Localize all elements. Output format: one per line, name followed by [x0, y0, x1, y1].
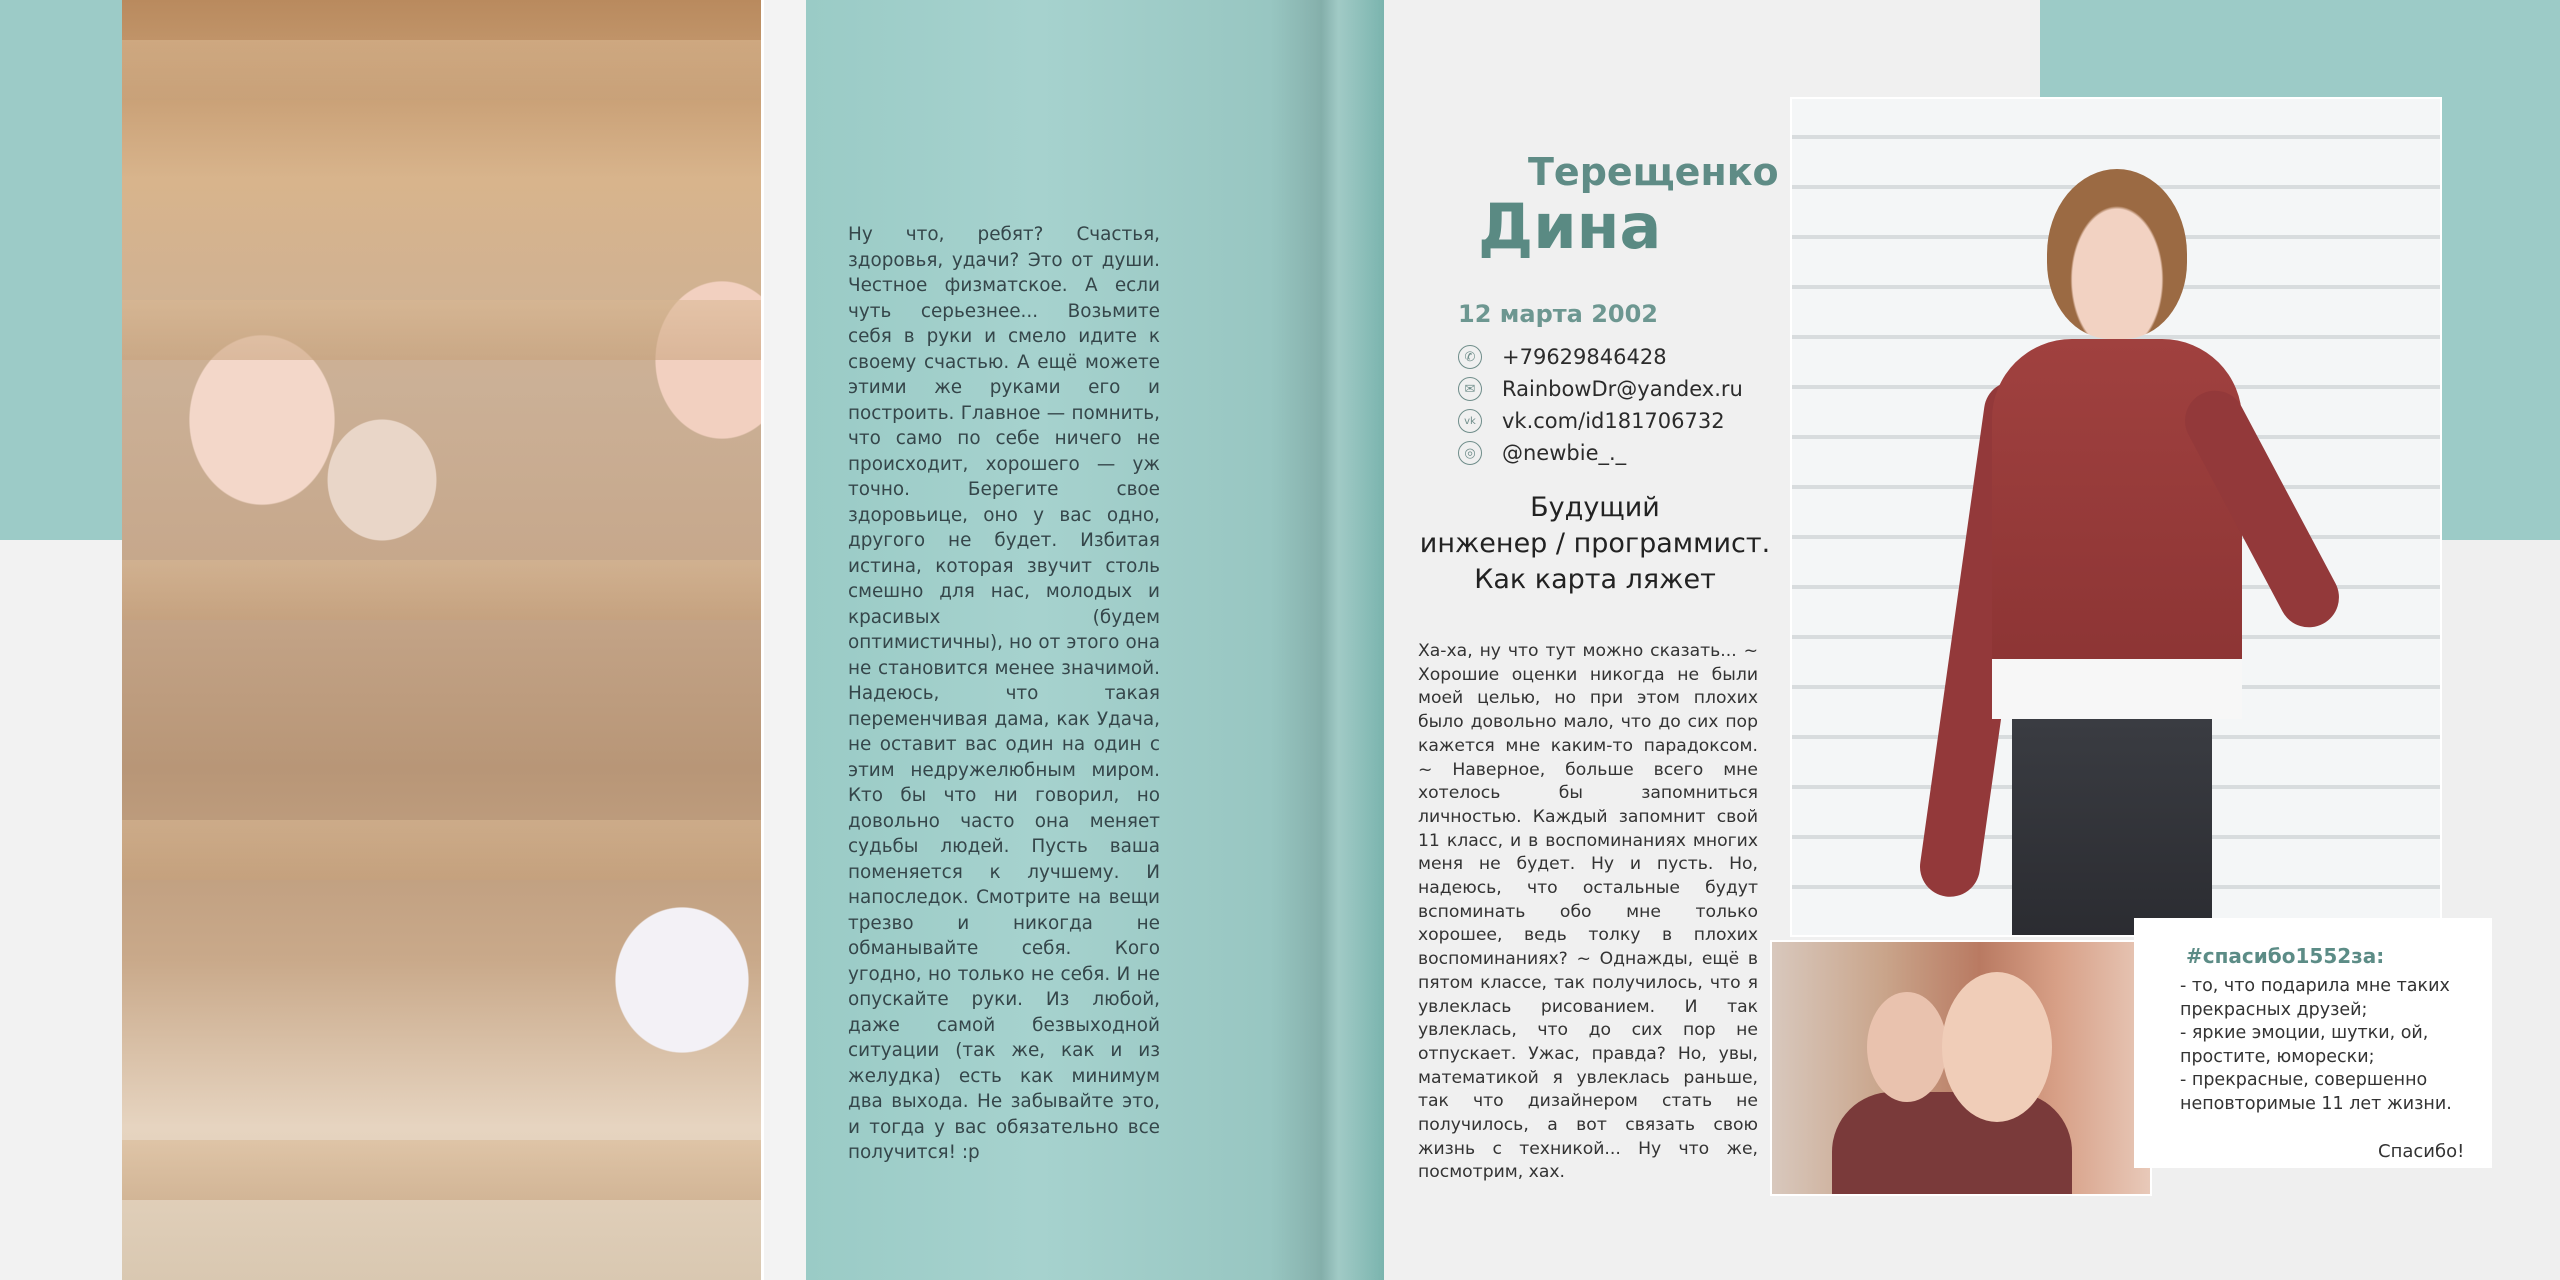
contact-email: [1458, 374, 1743, 404]
contact-value: vk.com/id181706732: [1502, 409, 1725, 433]
left-white-block: [0, 540, 124, 1280]
bio-text: Ха-ха, ну что тут можно сказать... ~ Хорошие оценки никогда не были моей целью, но при этом плохих было довольно мало, что до сих пор кажется мне каким-то парадоксом. ~ Наверное, больше всего мне хотелось бы запомниться личностью. Каждый запомнит свой 11 класс, и в воспоминаниях многих меня не будет. Ну и пусть. Но, надеюсь, что остальные будут вспоминать обо мне только хорошее, ведь толку в плохих воспоминаниях? ~ Однажды, ещё в пятом классе, так получилось, что я увлеклась рисованием. И так увлеклась, что до сих пор не отпускает. Ужас, правда? Но, увы, математикой я увлеклась раньше, так что дизайнером стать не получилось, а вот связать свою жизнь с техникой... Ну что же, посмотрим, хах.: [1418, 641, 1758, 1183]
contact-value: RainbowDr@yandex.ru: [1502, 377, 1743, 401]
portrait-photo: [1790, 97, 2442, 937]
first-name: Дина: [1478, 190, 1662, 263]
future-profession: [1400, 490, 1790, 598]
motto-line: Будущий: [1530, 492, 1660, 523]
motto-line: инженер / программист.: [1419, 528, 1771, 559]
thanks-item: - прекрасные, совершенно неповторимые 11 лет жизни.: [2180, 1070, 2452, 1114]
mail-icon: ✉: [1458, 377, 1482, 401]
contact-phone: [1458, 342, 1667, 372]
birth-date: 12 марта 2002: [1458, 300, 1659, 328]
thanks-item: - то, что подарила мне таких прекрасных друзей;: [2180, 976, 2450, 1020]
wishes-text: Ну что, ребят? Счастья, здоровья, удачи? Это от души. Честное физматское. А если чуть серьезнее... Возьмите себя в руки и смело идите к своему счастью. А ещё можете этими же руками его и построить. Главное — помнить, что само по себе ничего не происходит, хорошего — уж точно. Берегите свое здоровьице, оно у вас одно, другого не будет. Избитая истина, которая звучит столь смешно для нас, молодых и красивых (будем оптимистичны), но от этого она не становится менее значимой. Надеюсь, что такая переменчивая дама, как Удача, не оставит вас один на один с этим недружелюбным миром. Кто бы что ни говорил, но довольно часто она меняет судьбы людей. Пусть ваша поменяется к лучшему. И напоследок. Смотрите на вещи трезво и никогда не обманывайте себя. Кого угодно, но только не себя. И не опускайте руки. Из любой, даже самой безвыходной ситуации (так же, как и из желудка) есть как минимум два выхода. Не забывайте это, и тогда у вас обязательно все получится! :p: [848, 224, 1160, 1163]
vk-icon: vk: [1458, 409, 1482, 433]
thanks-title: #спасибо1552за:: [2186, 944, 2385, 968]
contact-instagram: [1458, 438, 1626, 468]
book-spine: [1270, 0, 1384, 1280]
thanks-item: - яркие эмоции, шутки, ой, простите, юморески;: [2180, 1023, 2429, 1067]
contact-value: @newbie_._: [1502, 441, 1627, 465]
classroom-photo: [122, 0, 764, 1280]
contact-value: +79629846428: [1502, 345, 1667, 369]
motto-line: Как карта ляжет: [1474, 564, 1716, 595]
left-teal-block: [0, 0, 124, 540]
phone-icon: ✆: [1458, 345, 1482, 369]
contact-vk: [1458, 406, 1725, 436]
page-gap: [764, 0, 806, 1280]
surname: Терещенко: [1528, 150, 1779, 194]
thanks-closing: Спасибо!: [2378, 1141, 2465, 1162]
instagram-icon: ◎: [1458, 441, 1482, 465]
friends-photo: [1770, 940, 2152, 1196]
